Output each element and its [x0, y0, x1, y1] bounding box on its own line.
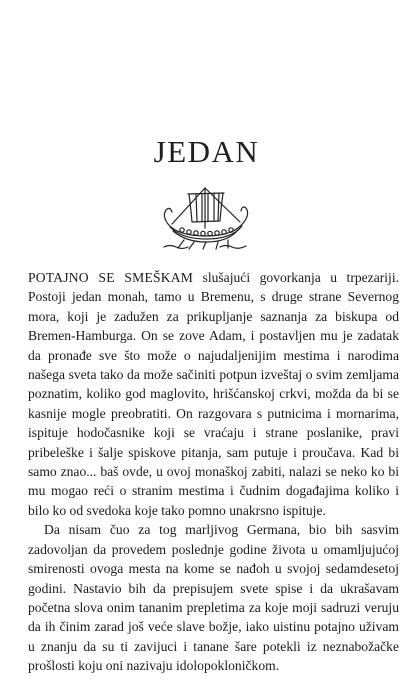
paragraph-text: slušajući govorkanja u trpezariji. Postoji jedan monah, tamo u Bremenu, s druge strane Severnog mora, koji je zadužen za prikupljanje saznanja za biskupa od Bremen-Hamburga. On se zove Adam, i postavljen mu je zadatak da pronađe sve što može o najudaljenijim mestima i narodima našega sveta tako da može sačiniti potpun izveštaj o svim zemljama poznatim, koliko god maglovito, hrišćanskoj crkvi, možda da bi se kasnije mogle preobratiti. On razgovara s putnicima i mornarima, ispituje hodočasnike koji se vraćaju i strane poslanike, pravi pribeleške i šalje spiskove pitanja, sam putuje i proučava. Kad bi samo znao... baš ovde, u ovoj monaškoj zabiti, nalazi se neko ko bi mu mogao reći o stranim mestima i čudnim događajima koliko i bilo ko od svedoka koje tako pomno unakrsno ispituje. [28, 270, 399, 518]
paragraph-text: Da nisam čuo za tog marljivog Germana, bio bih sasvim zadovoljan da provedem poslednje godine života u omamljujućoj smirenosti ovoga mesta na kome se nađoh u svojoj sedamdesetoj godini. Nastavio bih da prepisujem svete spise i da ukrašavam početna slova onim tananim prepletima za koje moji sadruzi veruju da ih činim zarad još veće slave božje, iako uistinu potajno uživam u znanju da su ti zavijuci i tanane šare potekli iz neznabožačke prošlosti koju oni nazivaju idolopokloničkom. [28, 522, 399, 674]
paragraph-1 [28, 268, 399, 520]
paragraph-lead: POTAJNO SE SMEŠKAM [28, 270, 194, 285]
chapter-title: JEDAN [153, 134, 260, 169]
paragraph-2 [28, 520, 399, 675]
chapter-body [28, 268, 399, 676]
viking-ship-icon [158, 184, 254, 250]
